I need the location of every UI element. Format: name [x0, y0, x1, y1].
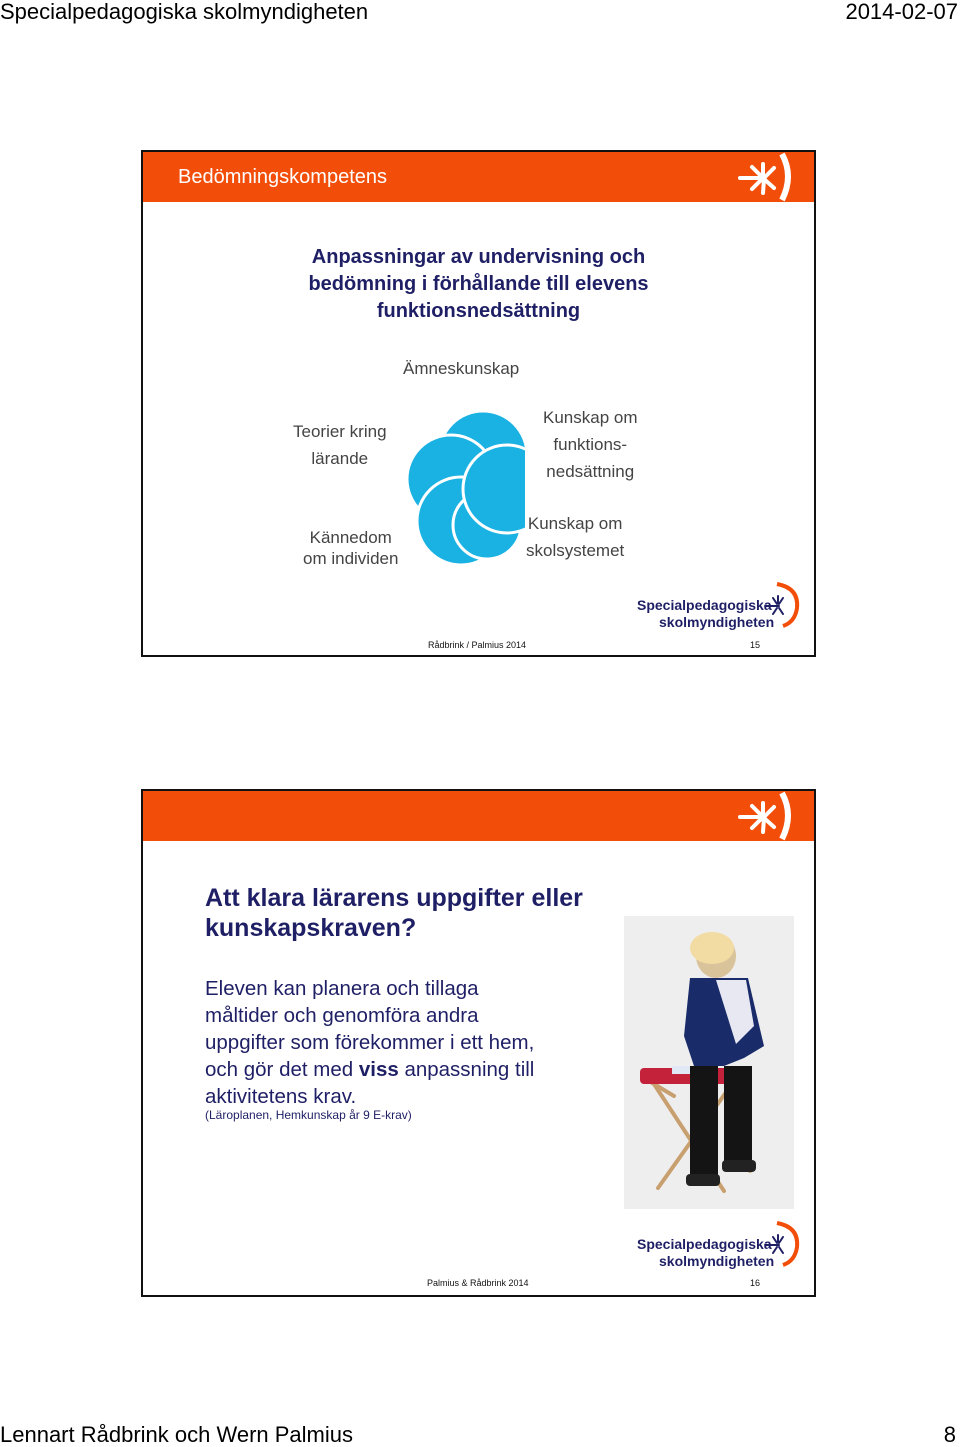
venn-label-skolsystemet: Kunskap om skolsystemet	[526, 514, 625, 560]
slide-heading: Anpassningar av undervisning och bedömning i förhållande till elevens funktionsnedsättning	[308, 246, 649, 322]
sps-logo-icon	[637, 580, 807, 632]
slide-title: Bedömningskompetens	[178, 166, 388, 188]
sign-star-emblem-icon	[730, 791, 800, 841]
slide-credit: Palmius & Rådbrink 2014	[427, 1278, 529, 1288]
page-header	[0, 0, 960, 26]
sign-star-emblem-icon	[730, 152, 800, 202]
slide-heading: Att klara lärarens uppgifter eller kunskapskraven?	[205, 884, 583, 942]
slide-number: 16	[750, 1278, 761, 1288]
slide-title-bar	[143, 791, 814, 841]
page-footer	[0, 1421, 960, 1447]
header-organization: Specialpedagogiska skolmyndigheten	[0, 0, 369, 24]
slide-title-bar	[143, 152, 814, 202]
svg-text:skolmyndigheten: skolmyndigheten	[659, 614, 775, 630]
footer-authors: Lennart Rådbrink och Wern Palmius	[0, 1422, 353, 1447]
venn-label-kannedom: Kännedom om individen	[303, 528, 399, 568]
photo-boy-ironing	[624, 916, 794, 1209]
svg-text:Specialpedagogiska: Specialpedagogiska	[637, 597, 772, 613]
venn-diagram	[405, 407, 525, 577]
slide-15	[141, 150, 816, 657]
slide-number: 15	[750, 640, 761, 650]
venn-label-amneskunskap: Ämneskunskap	[403, 359, 520, 378]
sps-logo-icon	[637, 1219, 807, 1271]
venn-label-teorier: Teorier kring lärande	[293, 422, 387, 468]
footer-page-number: 8	[943, 1422, 956, 1447]
slide-credit: Rådbrink / Palmius 2014	[428, 640, 527, 650]
svg-text:skolmyndigheten: skolmyndigheten	[659, 1253, 775, 1269]
slide-16	[141, 789, 816, 1297]
emphasis-viss: viss	[358, 1058, 399, 1081]
slide-body-text: Eleven kan planera och tillaga måltider och genomföra andra uppgifter som förekommer i ett hem, och gör det med viss anpassning till aktivitetens krav.	[205, 977, 535, 1108]
source-citation: (Läroplanen, Hemkunskap år 9 E-krav)	[205, 1108, 412, 1122]
svg-text:Specialpedagogiska: Specialpedagogiska	[637, 1236, 772, 1252]
venn-label-funktionsnedsattning: Kunskap om funktions- nedsättning	[543, 408, 638, 481]
header-date: 2014-02-07	[845, 0, 958, 24]
